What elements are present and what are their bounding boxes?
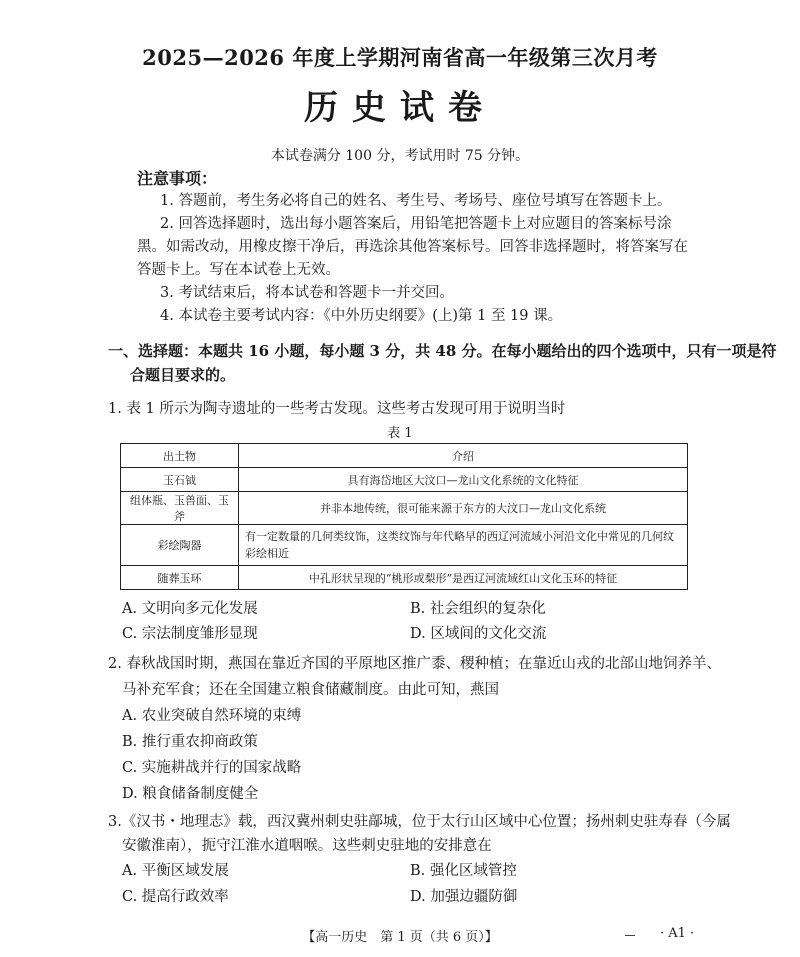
footer-divider [625,935,635,936]
exam-info: 本试卷满分 100 分，考试用时 75 分钟。 [270,148,530,164]
notice-line: 3. 考试结束后，将本试卷和答题卡一并交回。 [160,285,454,301]
table-row [121,566,688,590]
table-cell: 具有海岱地区大汶口—龙山文化系统的文化特征 [239,468,688,492]
table-cell: 有一定数量的几何类纹饰，这类纹饰与年代略早的西辽河流域小河沿文化中常见的几何纹彩绘相近 [239,525,688,566]
table-cell: 并非本地传统，很可能来源于东方的大汶口—龙山文化系统 [239,492,688,525]
question-stem: 2. 春秋战国时期，燕国在靠近齐国的平原地区推广黍、稷种植；在靠近山戎的北部山地饲养羊、 [108,656,721,672]
option-d: D. 区域间的文化交流 [410,626,547,642]
option-d: D. 粮食储备制度健全 [122,786,259,802]
table-header-row [121,444,688,468]
question-stem: 马补充军食；还在全国建立粮食储藏制度。由此可知，燕国 [122,682,499,698]
option-c: C. 实施耕战并行的国家战略 [122,760,302,776]
notice-line: 黑。如需改动，用橡皮擦干净后，再选涂其他答案标号。回答非选择题时，将答案写在 [137,239,688,255]
notice-line: 2. 回答选择题时，选出每小题答案后，用铅笔把答题卡上对应题目的答案标号涂 [160,216,672,232]
option-d: D. 加强边疆防御 [410,889,518,905]
table-header-cell: 介绍 [239,444,688,468]
table-cell: 彩绘陶器 [121,525,239,566]
table-cell: 中孔形状呈现的“桃形或梨形”是西辽河流域红山文化玉环的特征 [239,566,688,590]
option-c: C. 提高行政效率 [122,889,229,905]
table-header-cell: 出土物 [121,444,239,468]
notice-line: 1. 答题前，考生务必将自己的姓名、考生号、考场号、座位号填写在答题卡上。 [160,193,672,209]
table-cell: 玉石钺 [121,468,239,492]
question-stem: 3.《汉书・地理志》载，西汉冀州刺史驻鄗城，位于太行山区域中心位置；扬州刺史驻寿春（今属 [108,814,731,830]
table-row [121,468,688,492]
notice-line: 答题卡上。写在本试卷上无效。 [137,262,340,278]
option-a: A. 文明向多元化发展 [122,601,258,617]
table-cell: 组体瓶、玉兽面、玉斧 [121,492,239,525]
option-b: B. 推行重农抑商政策 [122,734,258,750]
section-heading: 一、选择题：本题共 16 小题，每小题 3 分，共 48 分。在每小题给出的四个选项中，只有一项是符 [108,342,777,360]
notice-line: 4. 本试卷主要考试内容：《中外历史纲要》(上)第 1 至 19 课。 [160,308,563,324]
option-b: B. 社会组织的复杂化 [410,601,546,617]
option-b: B. 强化区域管控 [410,863,517,879]
table-row [121,525,688,566]
question-stem: 安徽淮南），扼守江淮水道咽喉。这些刺史驻地的安排意在 [122,838,492,854]
notice-title: 注意事项： [137,169,218,188]
table-caption: 表 1 [387,426,413,441]
option-a: A. 农业突破自然环境的束缚 [122,708,302,724]
table-row [121,492,688,525]
option-a: A. 平衡区域发展 [122,863,229,879]
paper-code: · A1 · [660,926,695,941]
option-c: C. 宗法制度雏形显现 [122,626,258,642]
exam-title: 2025—2026 年度上学期河南省高一年级第三次月考 [142,45,658,70]
table-cell: 随葬玉环 [121,566,239,590]
section-heading: 合题目要求的。 [130,366,236,384]
page-footer: 【高一历史 第 1 页（共 6 页）】 [302,930,498,945]
subject-title: 历史试卷 [304,88,496,128]
table-1 [120,443,688,590]
question-stem: 1. 表 1 所示为陶寺遗址的一些考古发现。这些考古发现可用于说明当时 [108,401,566,417]
